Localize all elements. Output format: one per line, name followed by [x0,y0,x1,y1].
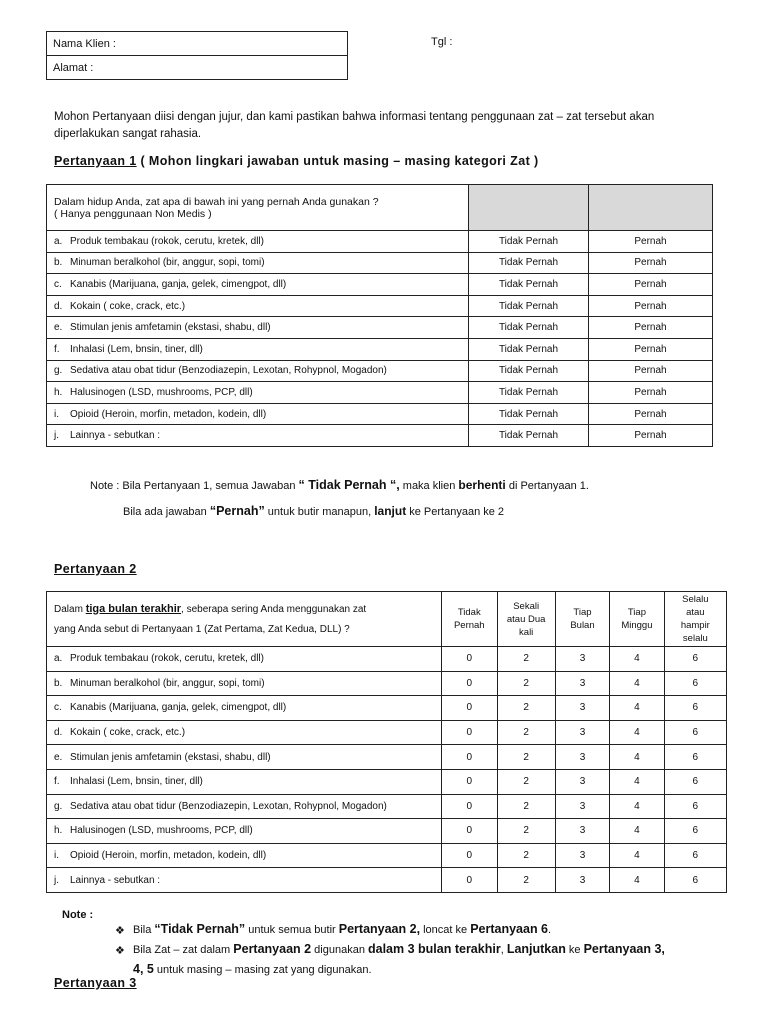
q2-row [47,720,727,745]
note2-b1-pertanyaan-2: Pertanyaan 2, [338,922,421,936]
substance-letter: h. [54,825,63,837]
substance-letter: i. [54,850,59,862]
answer-tidak-pernah[interactable]: Tidak Pernah [469,252,589,274]
note2-b2-text-1: Bila Zat – zat dalam [133,944,234,956]
answer-pernah[interactable]: Pernah [589,231,713,253]
substance-letter: a. [54,653,63,665]
q2-heading [54,562,137,576]
answer-tidak-pernah[interactable]: Tidak Pernah [469,317,589,339]
q2-frequency-header [497,592,555,647]
note2-b2-text-5: untuk masing – masing zat yang digunakan. [153,964,372,976]
substance-label [47,843,442,868]
q1-question-cell [47,185,469,231]
substance-label [47,720,442,745]
substance-name: Stimulan jenis amfetamin (ekstasi, shabu, dll) [70,751,271,763]
score-option[interactable]: 3 [555,819,609,844]
q1-row [47,252,713,274]
q1-row [47,382,713,404]
substance-letter: j. [54,874,59,886]
answer-pernah[interactable]: Pernah [589,317,713,339]
substance-label [47,274,469,296]
answer-pernah[interactable]: Pernah [589,274,713,296]
q2-header-line: Tiap [627,607,646,618]
note2-b1-text-4: . [548,924,552,936]
score-option[interactable]: 6 [664,794,726,819]
q1-row [47,317,713,339]
substance-letter: g. [54,800,63,812]
q2-header-line: selalu [682,633,708,644]
note1-text-1: Note : Bila Pertanyaan 1, semua Jawaban [90,480,299,492]
q1-header-blank-2 [589,185,713,231]
address-field[interactable] [47,56,348,80]
score-option[interactable]: 3 [555,647,609,672]
q2-row [47,745,727,770]
q3-title: Pertanyaan 3 [54,976,137,990]
substance-label [47,769,442,794]
note1-text-3: di Pertanyaan 1. [505,480,589,492]
substance-label [47,794,442,819]
score-option[interactable]: 4 [610,819,665,844]
score-option[interactable]: 0 [442,696,497,721]
score-option[interactable]: 6 [664,671,726,696]
score-option[interactable]: 2 [497,647,555,672]
substance-name: Lainnya - sebutkan : [70,874,161,886]
substance-label [47,425,469,447]
note2-b1-text-3: loncat ke [420,924,471,936]
q2-row [47,794,727,819]
score-option[interactable]: 4 [610,696,665,721]
answer-pernah[interactable]: Pernah [589,295,713,317]
substance-letter: b. [54,257,63,269]
score-option[interactable]: 2 [497,696,555,721]
q1-row [47,338,713,360]
note1-text-2: maka klien [399,480,459,492]
answer-pernah[interactable]: Pernah [589,360,713,382]
substance-name: Produk tembakau (rokok, cerutu, kretek, dll) [70,235,264,247]
substance-name: Minuman beralkohol (bir, anggur, sopi, tomi) [70,677,265,689]
score-option[interactable]: 4 [610,720,665,745]
substance-label [47,317,469,339]
note2-label: Note : [62,909,94,921]
substance-name: Kokain ( coke, crack, etc.) [70,727,186,739]
note2-b2-tiga-bulan: dalam 3 bulan terakhir [368,942,501,956]
score-option[interactable]: 6 [664,720,726,745]
score-option[interactable]: 0 [442,819,497,844]
q2-row [47,696,727,721]
score-option[interactable]: 4 [610,745,665,770]
score-option[interactable]: 6 [664,696,726,721]
substance-letter: c. [54,702,62,714]
substance-name: Inhalasi (Lem, bnsin, tiner, dll) [70,776,203,788]
score-option[interactable]: 2 [497,720,555,745]
substance-label [47,868,442,893]
q1-title: Pertanyaan 1 [54,154,137,168]
note1-text-4: Bila ada jawaban [123,506,210,518]
diamond-bullet-icon: ❖ [115,925,125,937]
substance-name: Kokain ( coke, crack, etc.) [70,300,186,312]
q2-row [47,671,727,696]
score-option[interactable]: 0 [442,769,497,794]
q2-row [47,647,727,672]
date-label: Tgl : [431,36,453,48]
q1-header-blank-1 [469,185,589,231]
q2-header-line: atau Dua [506,613,546,625]
q2-header-line: Minggu [621,620,653,631]
score-option[interactable]: 4 [610,769,665,794]
substance-letter: b. [54,677,63,689]
note2-b2-text-3: , [500,944,507,956]
note2-bullet-2 [133,940,733,980]
note2-b2-text-2: digunakan [311,944,368,956]
score-option[interactable]: 4 [610,843,665,868]
score-option[interactable]: 4 [610,647,665,672]
score-option[interactable]: 2 [497,868,555,893]
answer-tidak-pernah[interactable]: Tidak Pernah [469,295,589,317]
score-option[interactable]: 4 [610,794,665,819]
q2-header-line: Bulan [570,620,595,631]
q2-header-line: Selalu [682,594,709,605]
answer-tidak-pernah[interactable]: Tidak Pernah [469,403,589,425]
q3-heading [54,976,137,990]
note1-tidak-pernah: “ Tidak Pernah “, [298,478,400,492]
q2-header-line: hampir [680,620,710,631]
score-option[interactable]: 0 [442,794,497,819]
diamond-bullet-icon: ❖ [115,945,125,957]
substance-letter: f. [54,343,60,355]
answer-pernah[interactable]: Pernah [589,252,713,274]
q2-question-b: tiga bulan terakhir [85,602,182,615]
score-option[interactable]: 0 [442,868,497,893]
substance-label [47,819,442,844]
answer-pernah[interactable]: Pernah [589,403,713,425]
substance-name: Kanabis (Marijuana, ganja, gelek, cimengpot, dll) [70,278,287,290]
substance-label [47,403,469,425]
note1-text-5: untuk butir manapun, [264,506,375,518]
substance-label [47,231,469,253]
q1-row [47,274,713,296]
score-option[interactable]: 3 [555,696,609,721]
score-option[interactable]: 3 [555,843,609,868]
score-option[interactable]: 2 [497,745,555,770]
q2-header-line: Tiap [573,607,592,618]
note1-line-1 [90,478,589,492]
answer-pernah[interactable]: Pernah [589,382,713,404]
q1-subtitle: ( Mohon lingkari jawaban untuk masing – masing kategori Zat ) [136,154,539,168]
q2-row [47,769,727,794]
answer-tidak-pernah[interactable]: Tidak Pernah [469,338,589,360]
substance-letter: i. [54,408,59,420]
score-option[interactable]: 0 [442,745,497,770]
substance-name: Minuman beralkohol (bir, anggur, sopi, tomi) [70,257,265,269]
substance-name: Opioid (Heroin, morfin, metadon, kodein, dll) [70,850,267,862]
answer-tidak-pernah[interactable]: Tidak Pernah [469,360,589,382]
score-option[interactable]: 2 [497,794,555,819]
note1-lanjut: lanjut [374,504,407,518]
q1-heading [54,154,539,168]
substance-letter: a. [54,235,63,247]
intro-line-1: Mohon Pertanyaan diisi dengan jujur, dan kami pastikan bahwa informasi tentang penggunaan zat – zat tersebut akan [54,111,655,123]
q2-frequency-header [664,592,726,647]
note2-b1-pertanyaan-6: Pertanyaan 6 [470,922,549,936]
score-option[interactable]: 6 [664,647,726,672]
q2-header-line: Pernah [453,620,485,631]
score-option[interactable]: 3 [555,868,609,893]
answer-tidak-pernah[interactable]: Tidak Pernah [469,382,589,404]
note2-bullet-1 [133,922,551,936]
q2-frequency-header [555,592,609,647]
q2-question-a: Dalam [54,603,86,615]
score-option[interactable]: 6 [664,745,726,770]
substance-name: Stimulan jenis amfetamin (ekstasi, shabu, dll) [70,322,271,334]
note2-b2-pertanyaan-3: Pertanyaan 3, [583,942,665,956]
substance-label [47,745,442,770]
note2-b1-text-1: Bila [133,924,155,936]
address-label: Alamat : [53,61,94,74]
answer-pernah[interactable]: Pernah [589,425,713,447]
note2-b2-pertanyaan-4-5: 4, 5 [133,962,154,976]
substance-name: Kanabis (Marijuana, ganja, gelek, cimengpot, dll) [70,702,287,714]
answer-pernah[interactable]: Pernah [589,338,713,360]
substance-name: Opioid (Heroin, morfin, metadon, kodein, dll) [70,408,267,420]
substance-letter: j. [54,430,59,442]
note1-pernah: “Pernah” [209,504,265,518]
q2-question-line-2: yang Anda sebut di Pertanyaan 1 (Zat Pertama, Zat Kedua, DLL) ? [54,623,350,635]
score-option[interactable]: 2 [497,819,555,844]
q1-question-line-2: ( Hanya penggunaan Non Medis ) [54,207,212,220]
score-option[interactable]: 0 [442,720,497,745]
substance-label [47,338,469,360]
substance-name: Sedativa atau obat tidur (Benzodiazepin, Lexotan, Rohypnol, Mogadon) [70,800,387,812]
substance-letter: c. [54,278,62,290]
substance-name: Halusinogen (LSD, mushrooms, PCP, dll) [70,386,253,398]
note2-b2-lanjutkan: Lanjutkan [506,942,566,956]
score-option[interactable]: 3 [555,745,609,770]
substance-label [47,360,469,382]
intro-text [54,109,724,143]
q2-row [47,843,727,868]
substance-letter: e. [54,751,63,763]
note2-b2-text-4: ke [565,944,584,956]
q2-row [47,819,727,844]
score-option[interactable]: 3 [555,720,609,745]
note2-b1-tidak-pernah: “Tidak Pernah” [154,922,246,936]
substance-letter: d. [54,727,63,739]
score-option[interactable]: 0 [442,671,497,696]
q2-header-line: kali [519,626,534,638]
q2-row [47,868,727,893]
note1-text-6: ke Pertanyaan ke 2 [406,506,505,518]
answer-tidak-pernah[interactable]: Tidak Pernah [469,274,589,296]
q1-row [47,295,713,317]
note2-b1-text-2: untuk semua butir [245,924,339,936]
substance-label [47,671,442,696]
q2-title: Pertanyaan 2 [54,562,137,576]
score-option[interactable]: 3 [555,794,609,819]
score-option[interactable]: 4 [610,671,665,696]
q1-question-line-1: Dalam hidup Anda, zat apa di bawah ini yang pernah Anda gunakan ? [54,195,379,208]
q1-row [47,231,713,253]
note1-line-2 [123,504,504,518]
substance-label [47,252,469,274]
substance-name: Sedativa atau obat tidur (Benzodiazepin, Lexotan, Rohypnol, Mogadon) [70,365,387,377]
q2-header-line: Tidak [457,607,481,618]
score-option[interactable]: 0 [442,843,497,868]
score-option[interactable]: 2 [497,671,555,696]
substance-letter: h. [54,386,63,398]
substance-label [47,382,469,404]
score-option[interactable]: 6 [664,769,726,794]
substance-letter: e. [54,322,63,334]
score-option[interactable]: 2 [497,843,555,868]
q1-row [47,360,713,382]
substance-name: Lainnya - sebutkan : [70,430,161,442]
substance-letter: g. [54,365,63,377]
answer-tidak-pernah[interactable]: Tidak Pernah [469,231,589,253]
client-name-field[interactable] [47,32,348,56]
q1-table [46,184,713,447]
score-option[interactable]: 4 [610,868,665,893]
score-option[interactable]: 6 [664,819,726,844]
q1-row [47,425,713,447]
score-option[interactable]: 2 [497,769,555,794]
answer-tidak-pernah[interactable]: Tidak Pernah [469,425,589,447]
q2-question-cell [47,592,442,647]
substance-name: Halusinogen (LSD, mushrooms, PCP, dll) [70,825,253,837]
score-option[interactable]: 0 [442,647,497,672]
substance-letter: f. [54,776,60,788]
substance-name: Inhalasi (Lem, bnsin, tiner, dll) [70,343,203,355]
q2-frequency-header [610,592,665,647]
q2-frequency-header [442,592,497,647]
substance-letter: d. [54,300,63,312]
substance-label [47,696,442,721]
substance-label [47,647,442,672]
score-option[interactable]: 6 [664,843,726,868]
intro-line-2: diperlakukan sangat rahasia. [54,128,202,140]
q2-header-line: atau [686,607,705,618]
q2-table [46,591,727,893]
substance-name: Produk tembakau (rokok, cerutu, kretek, dll) [70,653,264,665]
score-option[interactable]: 6 [664,868,726,893]
q2-question-c: , seberapa sering Anda menggunakan zat [181,603,367,615]
client-info-table [46,31,348,80]
client-name-label: Nama Klien : [53,37,116,50]
note1-berhenti: berhenti [458,478,506,492]
substance-label [47,295,469,317]
note2-b2-pertanyaan-2: Pertanyaan 2 [233,942,312,956]
score-option[interactable]: 3 [555,671,609,696]
q2-header-line: Sekali [513,600,540,612]
score-option[interactable]: 3 [555,769,609,794]
q1-row [47,403,713,425]
